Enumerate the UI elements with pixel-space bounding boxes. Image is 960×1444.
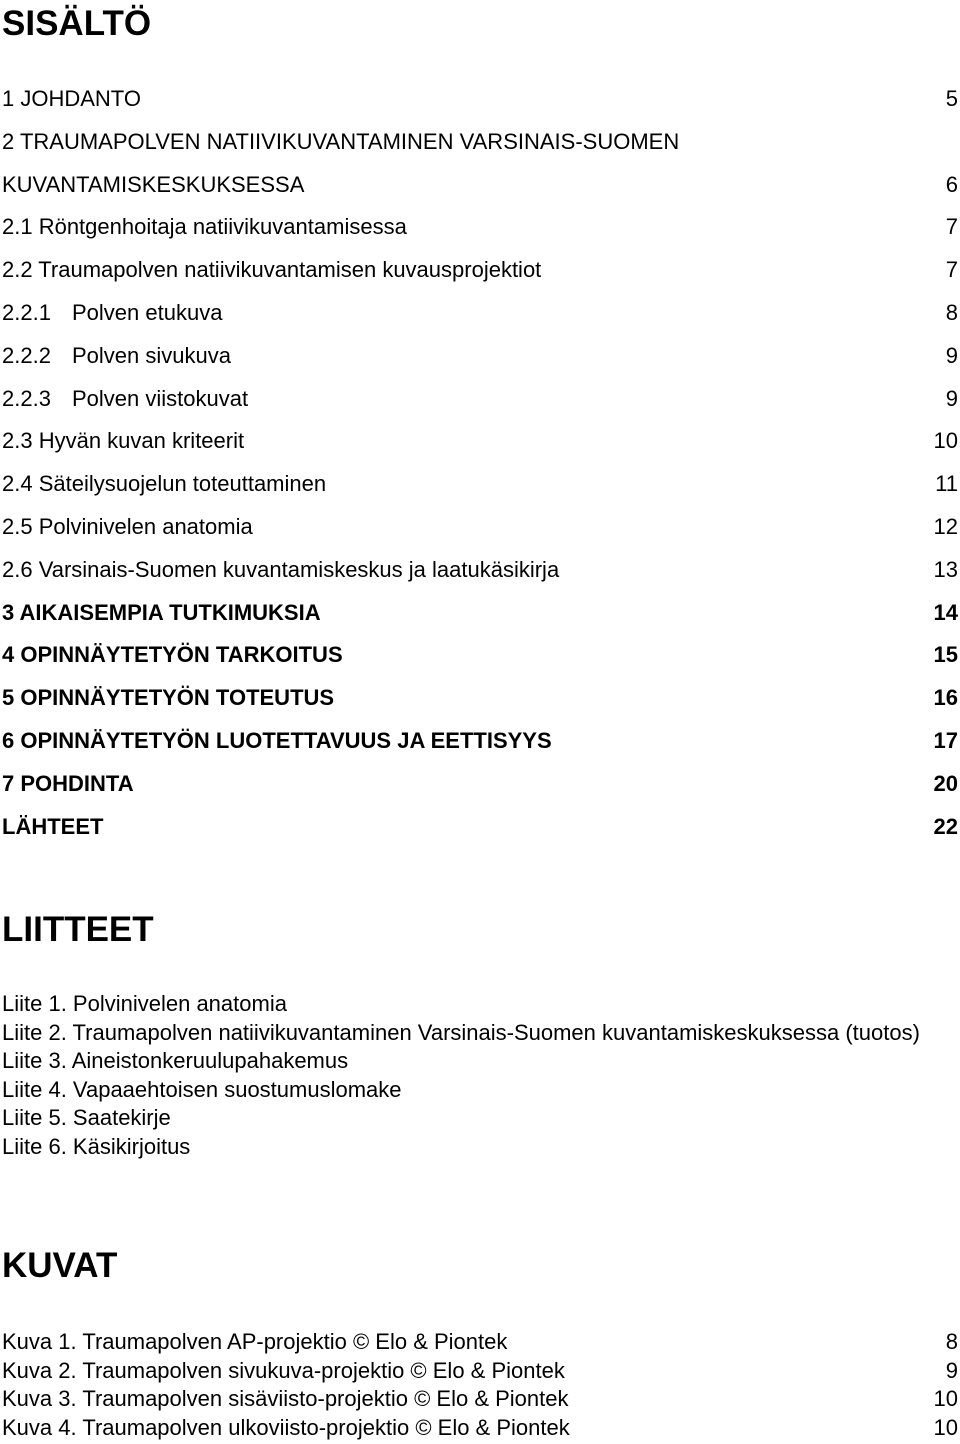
appendix-list [2,990,958,1162]
appendix-item: Liite 1. Polvinivelen anatomia [2,991,287,1016]
toc-entry [2,121,958,164]
toc-entry-title: 2.3 Hyvän kuvan kriteerit [2,428,245,454]
appendix-item: Liite 2. Traumapolven natiivikuvantaminen Varsinais-Suomen kuvantamiskeskuksessa (tuotos) [2,1019,920,1045]
toc-entry-title: 3 AIKAISEMPIA TUTKIMUKSIA [2,599,321,625]
toc-entry-title: LÄHTEET [2,813,104,839]
figure-entry [2,1414,958,1443]
toc-entry-page: 22 [933,813,958,839]
toc-entry-title: 2.5 Polvinivelen anatomia [2,513,253,539]
figure-entry-page: 9 [945,1357,958,1383]
figure-entry-page: 10 [933,1414,958,1440]
toc-entry-page: 16 [933,685,958,711]
toc-entry-page: 10 [933,428,958,454]
toc-entry-page: 9 [945,342,958,368]
toc-entry-title: 5 OPINNÄYTETYÖN TOTEUTUS [2,685,335,711]
toc-entry [2,78,958,121]
toc-entry-title: 2.4 Säteilysuojelun toteuttaminen [2,471,327,497]
toc-entry [2,463,958,506]
toc-entry-title: 2.6 Varsinais-Suomen kuvantamiskeskus ja laatukäsikirja [2,556,560,582]
toc-entry [2,292,958,335]
toc-entry-title: 1 JOHDANTO [2,86,141,111]
contents-heading: SISÄLTÖ [2,4,152,43]
toc-entry-title: 2.1 Röntgenhoitaja natiivikuvantamisessa [2,214,407,240]
appendix-item: Liite 4. Vapaaehtoisen suostumuslomake [2,1076,402,1102]
toc-entry-title [2,292,946,335]
toc-entry-page: 14 [933,599,958,625]
toc-entry [2,592,958,635]
toc-entry-number: 2.2.1 [2,299,51,325]
figure-entry [2,1328,958,1357]
toc-entry-title [2,335,946,378]
toc-entry [2,164,958,207]
table-of-contents [2,78,958,848]
toc-entry [2,249,958,292]
appendix-item: Liite 6. Käsikirjoitus [2,1133,191,1159]
figure-entry [2,1385,958,1414]
toc-entry-page: 5 [945,86,958,111]
toc-entry-page: 6 [945,171,958,197]
toc-entry-number: 2.2.3 [2,385,51,411]
toc-entry [2,549,958,592]
toc-entry-title: 2 TRAUMAPOLVEN NATIIVIKUVANTAMINEN VARSINAIS-SUOMEN [2,128,680,154]
toc-entry-text: Polven etukuva [72,299,223,325]
toc-entry [2,720,958,763]
figure-entry-page: 8 [945,1329,958,1354]
toc-entry-page: 15 [933,642,958,668]
figure-entry-title: Kuva 4. Traumapolven ulkoviisto-projektio © Elo & Piontek [2,1414,570,1440]
toc-entry-title: 4 OPINNÄYTETYÖN TARKOITUS [2,642,343,668]
toc-entry-text: Polven sivukuva [72,342,231,368]
figure-list [2,1328,958,1442]
toc-entry [2,206,958,249]
toc-entry [2,420,958,463]
toc-entry-page: 8 [945,299,958,325]
toc-entry-text: Polven viistokuvat [72,385,249,411]
toc-entry [2,763,958,806]
toc-entry-page: 13 [933,556,958,582]
figure-entry-title: Kuva 2. Traumapolven sivukuva-projektio © Elo & Piontek [2,1357,565,1383]
toc-entry [2,634,958,677]
toc-entry-page: 17 [933,727,958,753]
toc-entry [2,806,958,849]
toc-entry-title: 6 OPINNÄYTETYÖN LUOTETTAVUUS JA EETTISYYS [2,727,552,753]
toc-entry-title [2,378,946,421]
toc-entry-page: 11 [935,471,958,497]
toc-entry [2,335,958,378]
toc-entry-title: 7 POHDINTA [2,770,134,796]
appendix-item: Liite 5. Saatekirje [2,1105,171,1131]
figure-entry-page: 10 [933,1386,958,1412]
appendix-item: Liite 3. Aineistonkeruulupahakemus [2,1048,349,1074]
toc-entry-page: 12 [933,513,958,539]
toc-entry-title: 2.2 Traumapolven natiivikuvantamisen kuvausprojektiot [2,257,542,283]
toc-entry [2,378,958,421]
toc-entry-page: 9 [945,385,958,411]
figure-entry-title: Kuva 3. Traumapolven sisäviisto-projektio © Elo & Piontek [2,1386,569,1412]
figures-heading: KUVAT [2,1246,118,1285]
toc-entry-title: KUVANTAMISKESKUKSESSA [2,171,305,197]
toc-entry-page: 20 [933,770,958,796]
toc-entry-page: 7 [945,214,958,240]
toc-entry [2,506,958,549]
figure-entry-title: Kuva 1. Traumapolven AP-projektio © Elo & Piontek [2,1329,508,1354]
toc-entry-number: 2.2.2 [2,342,51,368]
appendices-heading: LIITTEET [2,910,154,949]
toc-entry [2,677,958,720]
figure-entry [2,1357,958,1386]
toc-entry-page: 7 [945,257,958,283]
